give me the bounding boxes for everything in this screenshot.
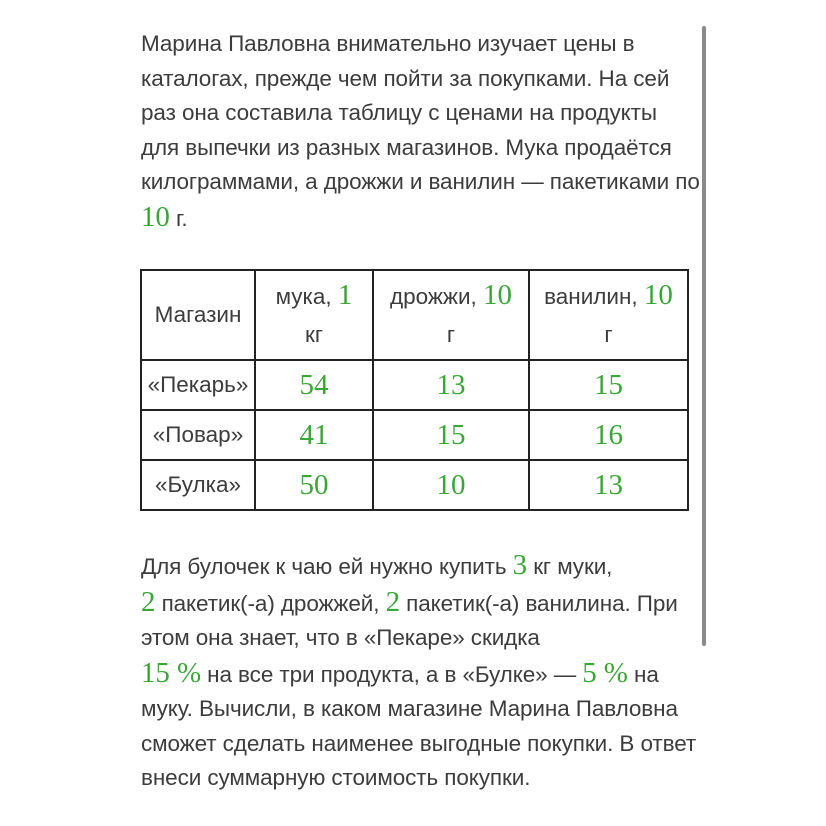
yeast-price [373,460,529,510]
header-yeast-label: дрожжи, [389,284,477,309]
pack-grams-value: 10 [141,200,170,233]
flour-price [255,360,373,410]
vanilla-price [529,460,688,510]
flour-price-value: 50 [299,468,329,501]
vanilla-packs-value: 2 [385,585,400,618]
table-row [141,460,688,510]
task-text-2: кг муки, [533,554,613,579]
task-text-4: пакетик(-а) ванилина. При этом она знает, что в «Пекаре» скидка [141,590,678,650]
yeast-price [373,410,529,460]
scrollbar[interactable] [702,26,706,646]
vanilla-price [529,410,688,460]
discount-baker-value: 15 % [141,656,202,689]
shop-name: «Булка» [141,460,255,510]
flour-price-value: 54 [299,368,329,401]
header-shop: Магазин [141,270,255,360]
task-text-3: пакетик(-а) дрожжей, [161,590,380,616]
yeast-price-value: 10 [436,468,466,501]
flour-kg-value: 3 [512,549,528,581]
yeast-price-value: 15 [436,418,466,451]
header-vanilla-unit: г [604,322,613,347]
yeast-price [373,360,529,410]
header-vanilla-label: ванилин, [544,284,638,309]
flour-price-value: 41 [299,418,329,451]
header-flour-unit: кг [304,322,324,347]
vanilla-price-value: 13 [594,468,623,501]
header-flour-amount: 1 [337,279,353,311]
intro-paragraph [141,27,701,236]
pack-unit: г. [175,205,188,231]
header-vanilla-amount: 10 [643,279,673,311]
yeast-price-value: 13 [436,368,466,401]
shop-name: «Пекарь» [141,360,255,410]
header-yeast [373,270,529,360]
task-text-6: на муку. Вычисли, в каком магазине Марина Павловна сможет сделать наименее выгодные покупки. В ответ внеси суммарную стоимость покупки. [141,661,697,790]
intro-text: Марина Павловна внимательно изучает цены в каталогах, прежде чем пойти за покупками. На сей раз она составила таблицу с ценами на продукты для выпечки из разных магазинов. Мука продаётся килограммами, а дрожжи и ванилин — пакетиками по [141,31,700,194]
task-text-5: на все три продукта, а в «Булке» — [207,661,577,687]
header-vanilla [529,270,688,360]
vanilla-price-value: 16 [594,418,623,451]
task-text-1: Для булочек к чаю ей нужно купить [141,554,507,579]
flour-price [255,410,373,460]
price-table [140,269,689,511]
discount-bulka-value: 5 % [582,656,628,689]
table-row [141,410,688,460]
table-header-row [141,270,688,360]
header-yeast-unit: г [446,322,456,347]
header-yeast-amount: 10 [483,279,513,311]
flour-price [255,460,373,510]
vanilla-price [529,360,688,410]
header-flour-label: мука, [275,284,332,309]
shop-name: «Повар» [141,410,255,460]
header-flour [255,270,373,360]
yeast-packs-value: 2 [141,585,156,618]
table-row [141,360,688,410]
vanilla-price-value: 15 [594,368,623,401]
task-paragraph [141,548,701,796]
